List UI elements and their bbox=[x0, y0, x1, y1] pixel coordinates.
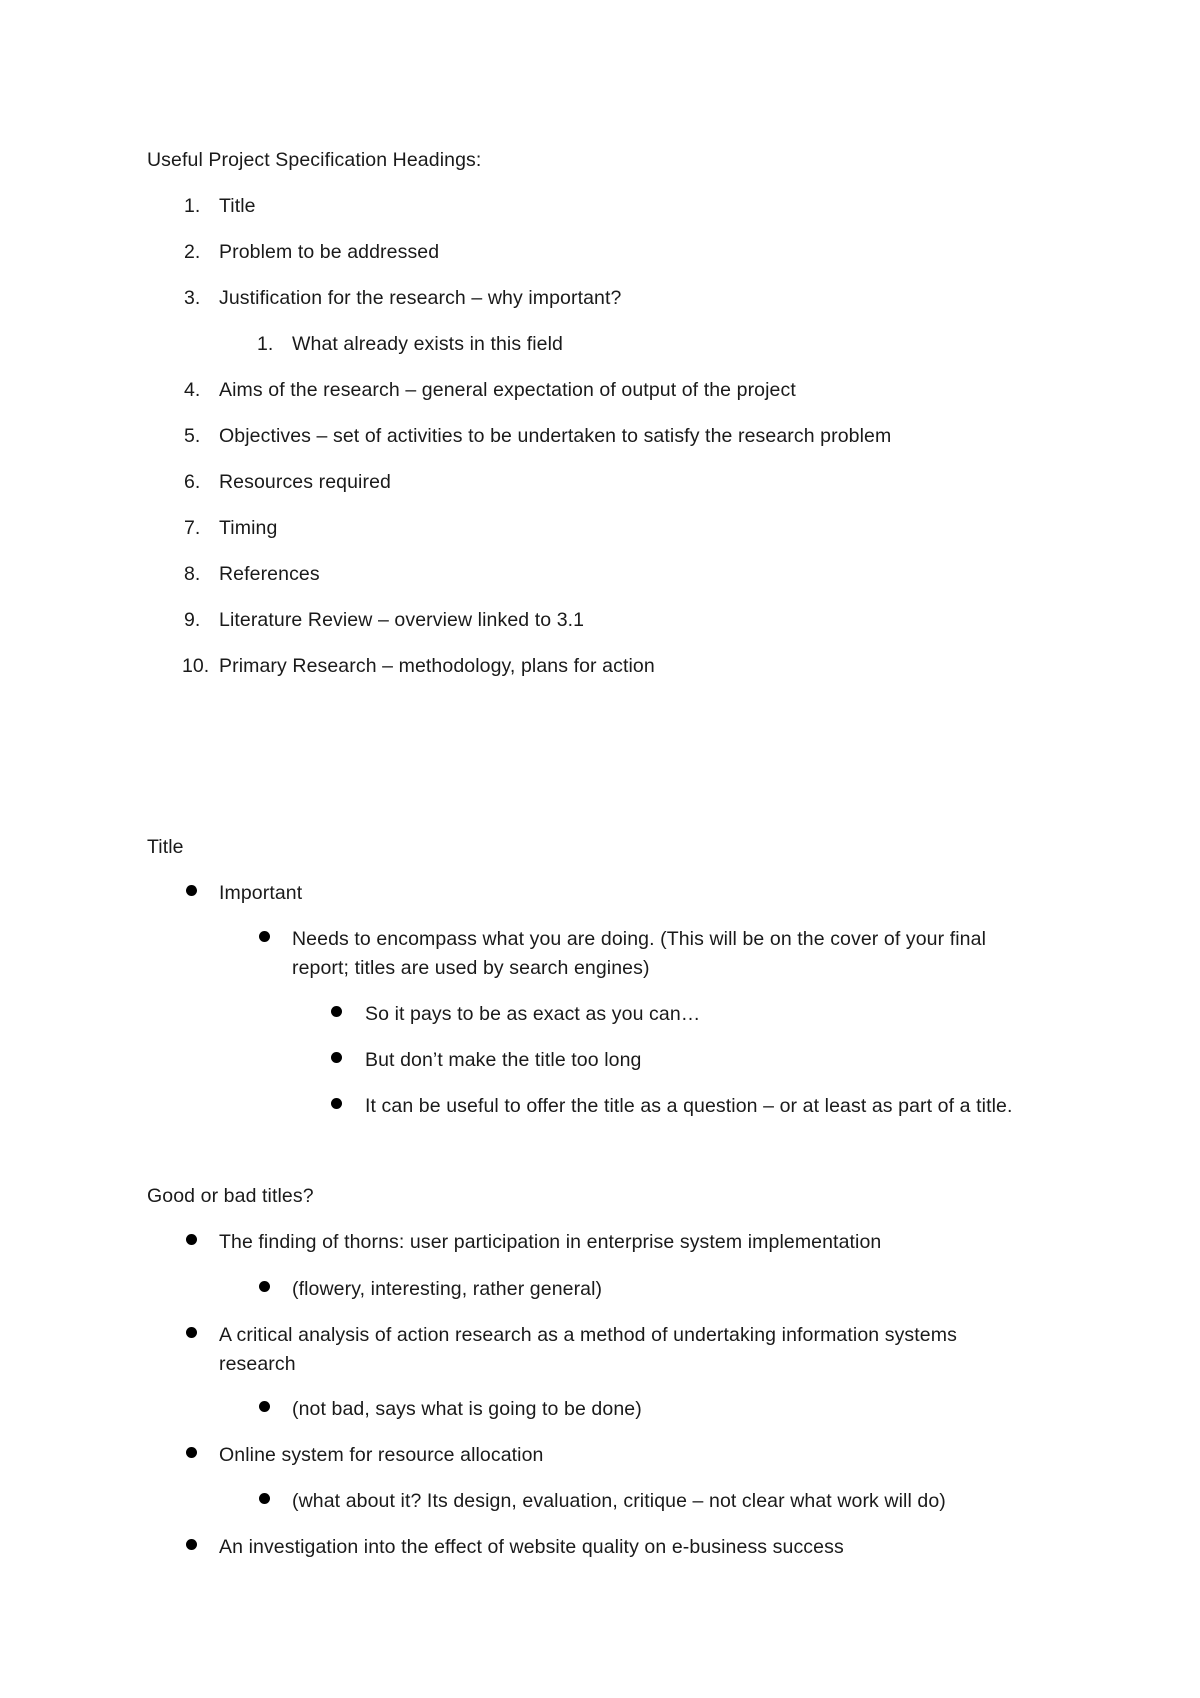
list-number: 1. bbox=[184, 195, 201, 217]
list-number: 6. bbox=[184, 471, 201, 493]
list-item: Problem to be addressed bbox=[219, 241, 440, 263]
bullet-text: Needs to encompass what you are doing. (This will be on the cover of your final bbox=[292, 928, 987, 950]
bullet-text: (what about it? Its design, evaluation, critique – not clear what work will do) bbox=[292, 1490, 946, 1512]
bullet-text: A critical analysis of action research as a method of undertaking information systems bbox=[219, 1324, 957, 1346]
bullet-text: An investigation into the effect of website quality on e-business success bbox=[219, 1536, 844, 1558]
list-number: 7. bbox=[184, 517, 201, 539]
bullet-icon bbox=[331, 1006, 342, 1017]
bullet-text: Important bbox=[219, 882, 303, 904]
bullet-icon bbox=[259, 1281, 270, 1292]
bullet-text: Online system for resource allocation bbox=[219, 1444, 544, 1466]
list-number: 8. bbox=[184, 563, 201, 585]
sublist-item: What already exists in this field bbox=[292, 333, 563, 355]
list-number: 4. bbox=[184, 379, 201, 401]
bullet-text: But don’t make the title too long bbox=[365, 1049, 642, 1071]
list-item: Literature Review – overview linked to 3.1 bbox=[219, 609, 585, 631]
bullet-text-continued: research bbox=[219, 1353, 296, 1375]
bullet-icon bbox=[186, 1327, 197, 1338]
list-number: 10. bbox=[182, 655, 210, 677]
bullet-text: (not bad, says what is going to be done) bbox=[292, 1398, 642, 1420]
list-item: Aims of the research – general expectation of output of the project bbox=[219, 379, 796, 401]
bullet-text-continued: report; titles are used by search engines) bbox=[292, 957, 650, 979]
bullet-text: So it pays to be as exact as you can… bbox=[365, 1003, 701, 1025]
bullet-text: (flowery, interesting, rather general) bbox=[292, 1278, 603, 1300]
list-item: Resources required bbox=[219, 471, 391, 493]
list-item: Title bbox=[219, 195, 256, 217]
sublist-number: 1. bbox=[257, 333, 274, 355]
bullet-text: The finding of thorns: user participation in enterprise system implementation bbox=[219, 1231, 882, 1253]
bullet-icon bbox=[186, 1447, 197, 1458]
title-section-heading: Title bbox=[147, 836, 184, 858]
good-bad-heading: Good or bad titles? bbox=[147, 1185, 314, 1207]
list-item: Objectives – set of activities to be undertaken to satisfy the research problem bbox=[219, 425, 892, 447]
list-item: Timing bbox=[219, 517, 278, 539]
spec-heading: Useful Project Specification Headings: bbox=[147, 149, 482, 171]
bullet-icon bbox=[331, 1052, 342, 1063]
list-number: 3. bbox=[184, 287, 201, 309]
list-number: 9. bbox=[184, 609, 201, 631]
bullet-icon bbox=[186, 1234, 197, 1245]
list-item: References bbox=[219, 563, 320, 585]
list-number: 5. bbox=[184, 425, 201, 447]
bullet-icon bbox=[259, 1493, 270, 1504]
list-item: Justification for the research – why important? bbox=[219, 287, 622, 309]
bullet-text: It can be useful to offer the title as a question – or at least as part of a title. bbox=[365, 1095, 1013, 1117]
list-number: 2. bbox=[184, 241, 201, 263]
bullet-icon bbox=[259, 1401, 270, 1412]
bullet-icon bbox=[259, 931, 270, 942]
list-item: Primary Research – methodology, plans for action bbox=[219, 655, 655, 677]
bullet-icon bbox=[331, 1098, 342, 1109]
bullet-icon bbox=[186, 885, 197, 896]
bullet-icon bbox=[186, 1539, 197, 1550]
